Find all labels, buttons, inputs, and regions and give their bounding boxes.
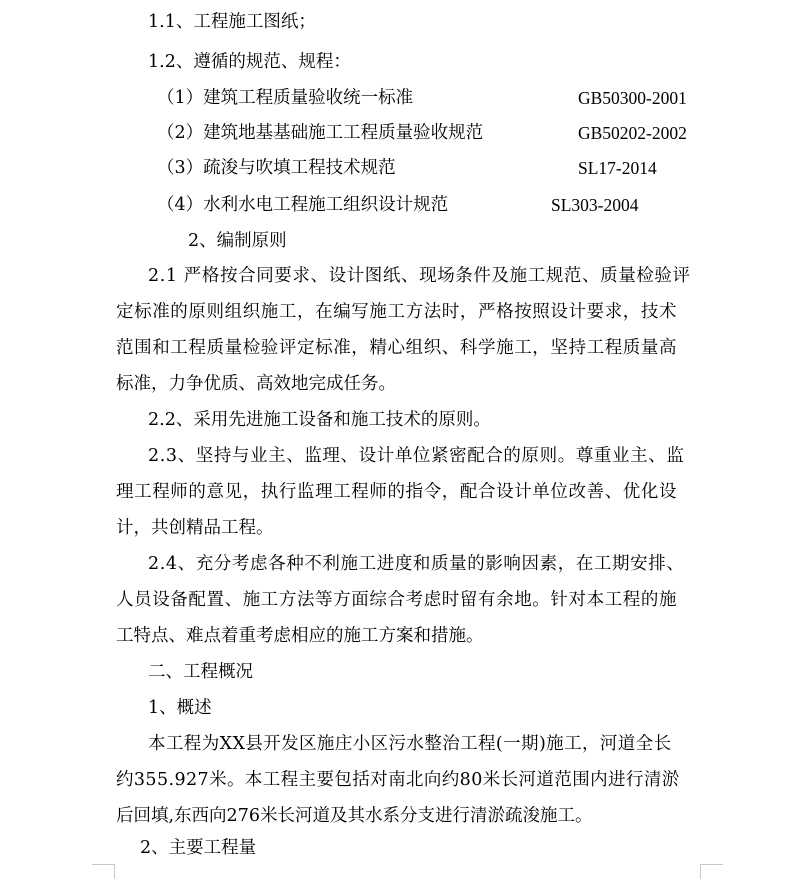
overview-line-3: 后回填,东西向276米长河道及其水系分支进行清淤疏浚施工。 bbox=[116, 806, 593, 826]
paragraph-2-3-line-1: 2.3、坚持与业主、监理、设计单位紧密配合的原则。尊重业主、监 bbox=[148, 446, 685, 466]
section-heading-project-overview: 二、工程概况 bbox=[148, 662, 253, 682]
overview-line-2: 约355.927米。本工程主要包括对南北向约80米长河道范围内进行清淤 bbox=[116, 770, 680, 790]
paragraph-2-3-line-3: 计，共创精品工程。 bbox=[116, 518, 274, 538]
paragraph-2-1-line-1: 2.1 严格按合同要求、设计图纸、现场条件及施工规范、质量检验评 bbox=[148, 266, 691, 286]
paragraph-2-4-line-3: 工特点、难点着重考虑相应的施工方案和措施。 bbox=[116, 626, 484, 646]
standard-3-code: SL17-2014 bbox=[578, 158, 657, 178]
standard-2-code: GB50202-2002 bbox=[578, 123, 687, 143]
corner-mark-right bbox=[700, 864, 723, 879]
overview-line-1: 本工程为XX县开发区施庄小区污水整治工程(一期)施工，河道全长 bbox=[148, 734, 672, 754]
paragraph-2-4-line-1: 2.4、充分考虑各种不利施工进度和质量的影响因素，在工期安排、 bbox=[148, 554, 685, 574]
paragraph-2-2: 2.2、采用先进施工设备和施工技术的原则。 bbox=[148, 410, 491, 430]
heading-overview: 1、概述 bbox=[148, 698, 212, 718]
standard-3-name: （3）疏浚与吹填工程技术规范 bbox=[157, 158, 396, 178]
paragraph-2-1-line-4: 标准，力争优质、高效地完成任务。 bbox=[116, 374, 396, 394]
item-1-2: 1.2、遵循的规范、规程： bbox=[148, 52, 351, 72]
standard-2-name: （2）建筑地基基础施工工程质量验收规范 bbox=[157, 123, 484, 143]
heading-compilation-principles: 2、编制原则 bbox=[188, 231, 287, 251]
paragraph-2-1-line-2: 定标准的原则组织施工，在编写施工方法时，严格按照设计要求，技术 bbox=[116, 302, 678, 322]
paragraph-2-3-line-2: 理工程师的意见，执行监理工程师的指令，配合设计单位改善、优化设 bbox=[116, 482, 678, 502]
standard-4-code: SL303-2004 bbox=[551, 195, 639, 215]
paragraph-2-1-line-3: 范围和工程质量检验评定标准，精心组织、科学施工，坚持工程质量高 bbox=[116, 338, 678, 358]
standard-1-name: （1）建筑工程质量验收统一标准 bbox=[157, 88, 414, 108]
standard-4-name: （4）水利水电工程施工组织设计规范 bbox=[157, 195, 449, 215]
standard-1-code: GB50300-2001 bbox=[578, 88, 687, 108]
item-1-1: 1.1、工程施工图纸； bbox=[148, 12, 316, 32]
corner-mark-left bbox=[92, 864, 115, 879]
paragraph-2-4-line-2: 人员设备配置、施工方法等方面综合考虑时留有余地。针对本工程的施 bbox=[116, 590, 678, 610]
heading-main-quantities: 2、主要工程量 bbox=[140, 838, 257, 858]
